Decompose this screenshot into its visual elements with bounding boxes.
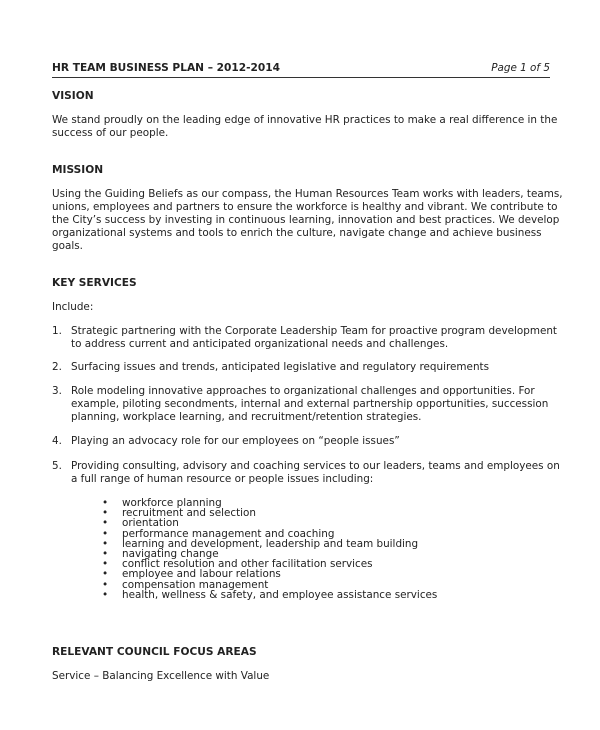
key-services-heading: KEY SERVICES [52,277,137,289]
council-focus-text: Service – Balancing Excellence with Value [52,670,270,682]
page-header [52,62,550,78]
bullet-icon: • [102,588,109,601]
bullet-icon: • [102,558,109,571]
numbered-item-text [71,435,400,448]
item-number: 4. [52,435,62,447]
council-focus-heading: RELEVANT COUNCIL FOCUS AREAS [52,646,257,658]
bullet-icon: • [102,547,109,560]
bullet-text: compensation management [122,578,269,591]
bullet-icon: • [102,517,109,530]
text-line: Providing consulting, advisory and coaching services to our leaders, teams and employees on [71,460,560,472]
bullet-icon: • [102,578,109,591]
bullet-text: workforce planning [122,497,222,509]
bullet-list [102,498,437,600]
text-line: a full range of human resource or people issues including: [71,473,374,485]
text-line: We stand proudly on the leading edge of innovative HR practices to make a real difference in the [52,114,558,126]
bullet-text: recruitment and selection [122,507,256,520]
text-line: example, piloting secondments, internal and external partnership opportunities, succession [71,398,549,410]
bullet-text: orientation [122,517,179,530]
numbered-item [52,460,62,472]
numbered-item [52,385,62,397]
bullet-item [102,590,437,600]
text-line: planning, workplace learning, and recruitment/retention strategies. [71,411,422,423]
text-line: organizational systems and tools to enrich the culture, navigate change and achieve business [52,227,542,239]
numbered-item [52,361,62,373]
numbered-item [52,435,62,447]
numbered-item-text [71,361,489,374]
text-line: Using the Guiding Beliefs as our compass, the Human Resources Team works with leaders, teams, [52,188,563,200]
vision-heading: VISION [52,90,94,102]
key-services-intro: Include: [52,301,94,313]
text-line: Role modeling innovative approaches to organizational challenges and opportunities. For [71,385,535,397]
numbered-item-text [71,385,548,424]
item-number: 5. [52,460,62,472]
numbered-item-text [71,325,557,351]
item-number: 1. [52,325,62,337]
bullet-icon: • [102,527,109,540]
text-line: Playing an advocacy role for our employees on “people issues” [71,435,400,447]
mission-text [52,188,563,253]
item-number: 2. [52,361,62,373]
page-number: Page 1 of 5 [491,62,550,74]
text-line: goals. [52,240,83,252]
text-line: success of our people. [52,127,169,139]
mission-heading: MISSION [52,164,104,176]
bullet-text: health, wellness & safety, and employee assistance services [122,588,438,601]
document-title: HR TEAM BUSINESS PLAN – 2012-2014 [52,62,281,74]
bullet-icon: • [102,507,109,520]
numbered-item [52,325,62,337]
bullet-text: learning and development, leadership and team building [122,537,419,550]
bullet-icon: • [102,568,109,581]
bullet-text: performance management and coaching [122,527,335,540]
bullet-text: employee and labour relations [122,568,281,581]
text-line: unions, employees and partners to ensure the workforce is healthy and vibrant. We contribute to [52,201,558,213]
text-line: the City’s success by investing in continuous learning, innovation and best practices. We develop [52,214,560,226]
vision-text [52,114,557,140]
text-line: Surfacing issues and trends, anticipated legislative and regulatory requirements [71,361,490,373]
numbered-item-text [71,460,560,486]
item-number: 3. [52,385,62,397]
text-line: to address current and anticipated organizational needs and challenges. [71,338,449,350]
text-line: Strategic partnering with the Corporate Leadership Team for proactive program development [71,325,557,337]
bullet-icon: • [102,537,109,550]
bullet-text: conflict resolution and other facilitation services [122,558,373,571]
bullet-text: navigating change [122,547,219,560]
bullet-icon: • [102,497,109,509]
